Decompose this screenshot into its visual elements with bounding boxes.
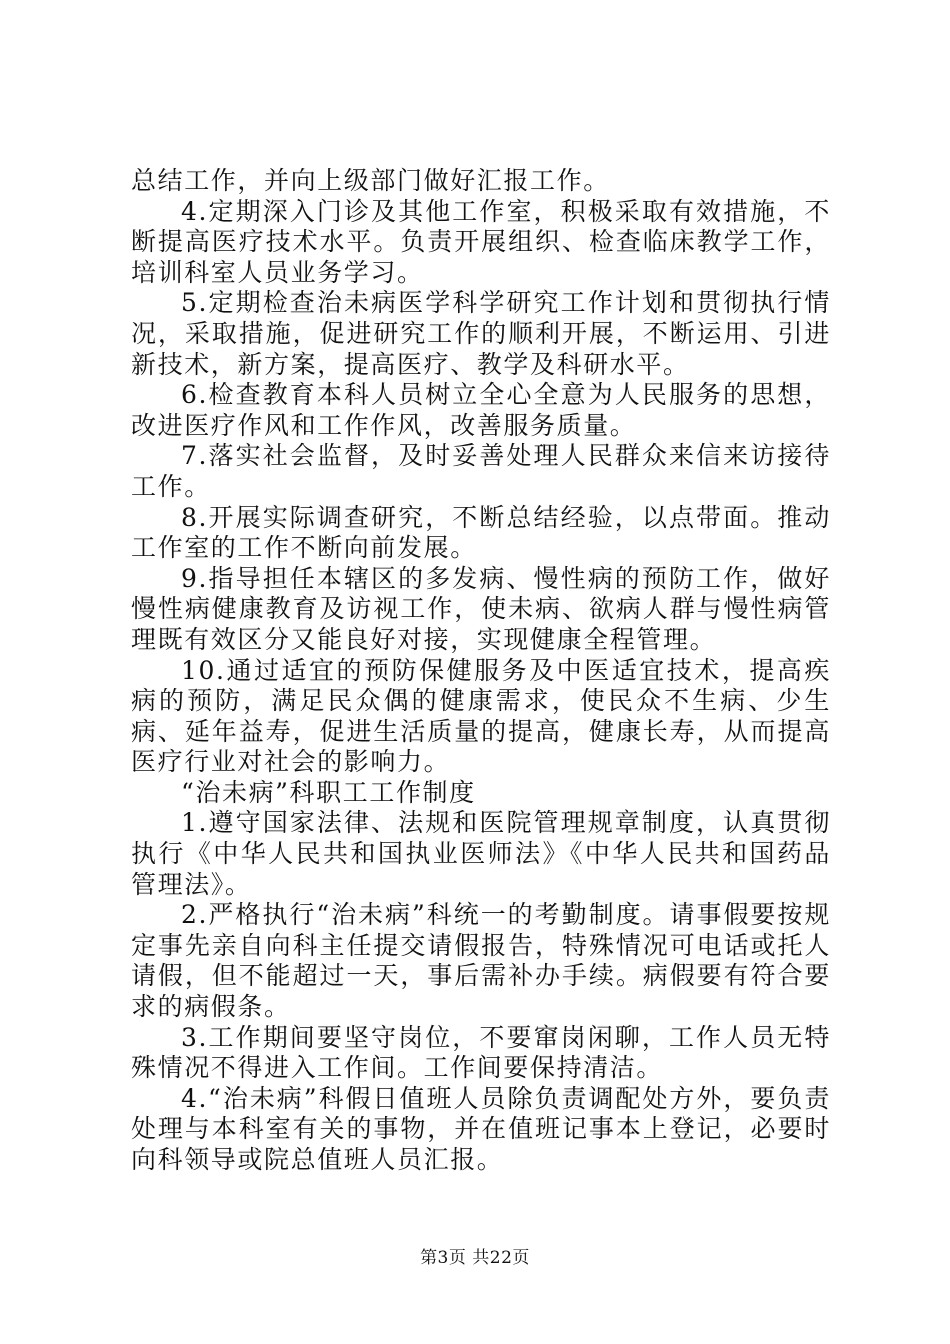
- rule-item-2: 2.严格执行“治未病”科统一的考勤制度。请事假要按规定事先亲自向科主任提交请假报告，特殊情况可电话或托人请假，但不能超过一天，事后需补办手续。病假要有符合要求的病假条。: [131, 900, 831, 1022]
- rule-item-3: 3.工作期间要坚守岗位，不要窜岗闲聊，工作人员无特殊情况不得进入工作间。工作间要保持清洁。: [131, 1022, 831, 1083]
- paragraph-item-6: 6.检查教育本科人员树立全心全意为人民服务的思想，改进医疗作风和工作作风，改善服务质量。: [131, 380, 831, 440]
- rule-item-1: 1.遵守国家法律、法规和医院管理规章制度，认真贯彻执行《中华人民共和国执业医师法》《中华人民共和国药品管理法》。: [131, 808, 831, 899]
- paragraph-item-10: 10.通过适宜的预防保健服务及中医适宜技术，提高疾病的预防，满足民众偶的健康需求，使民众不生病、少生病、延年益寿，促进生活质量的提高，健康长寿，从而提高医疗行业对社会的影响力。: [131, 655, 831, 777]
- paragraph-continuation: 总结工作，并向上级部门做好汇报工作。: [131, 166, 610, 195]
- paragraph-item-5: 5.定期检查治未病医学科学研究工作计划和贯彻执行情况，采取措施，促进研究工作的顺利开展，不断运用、引进新技术，新方案，提高医疗、教学及科研水平。: [131, 288, 831, 379]
- document-body: [131, 166, 831, 1176]
- paragraph-item-7: 7.落实社会监督，及时妥善处理人民群众来信来访接待工作。: [131, 441, 831, 501]
- page-number-footer: 第3页 共22页: [420, 1248, 530, 1268]
- rule-item-4: 4.“治未病”科假日值班人员除负责调配处方外，要负责处理与本科室有关的事物，并在值班记事本上登记，必要时向科领导或院总值班人员汇报。: [131, 1083, 831, 1174]
- paragraph-item-8: 8.开展实际调查研究，不断总结经验，以点带面。推动工作室的工作不断向前发展。: [131, 502, 831, 563]
- paragraph-item-9: 9.指导担任本辖区的多发病、慢性病的预防工作，做好慢性病健康教育及访视工作，使未病、欲病人群与慢性病管理既有效区分又能良好对接，实现健康全程管理。: [131, 563, 831, 654]
- paragraph-item-4: 4.定期深入门诊及其他工作室，积极采取有效措施，不断提高医疗技术水平。负责开展组织、检查临床教学工作，培训科室人员业务学习。: [131, 196, 831, 287]
- section-heading: “治未病”科职工工作制度: [181, 777, 476, 807]
